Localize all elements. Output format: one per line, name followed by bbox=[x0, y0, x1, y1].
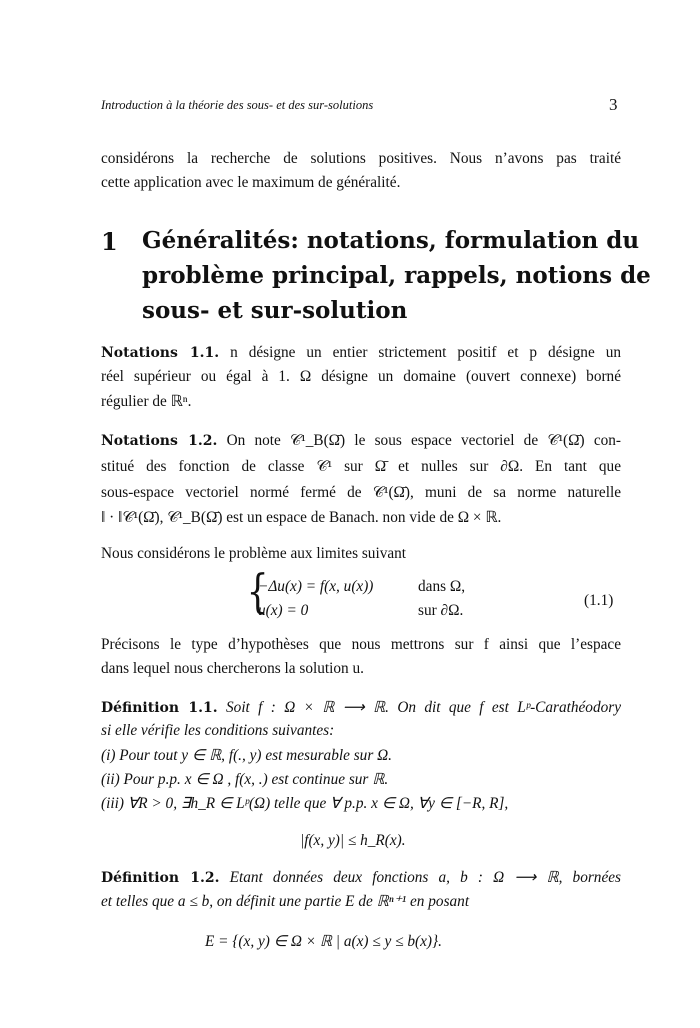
definition-1-1-label: Définition 1.1. bbox=[101, 700, 218, 716]
problem-after-line-2: dans lequel nous chercherons la solution u. bbox=[101, 660, 364, 677]
notations-1-2-label: Notations 1.2. bbox=[101, 433, 218, 449]
definition-1-1-item-ii: (ii) Pour p.p. x ∈ Ω , f(x, .) est continue sur ℝ. bbox=[101, 771, 389, 788]
intro-line-2: cette application avec le maximum de généralité. bbox=[101, 174, 401, 191]
definition-1-1-item-iii: (iii) ∀R > 0, ∃h_R ∈ Lᵖ(Ω) telle que ∀ p.p. x ∈ Ω, ∀y ∈ [−R, R], bbox=[101, 795, 509, 812]
equation-line-2-rhs: sur ∂Ω. bbox=[418, 602, 464, 619]
equation-label: (1.1) bbox=[584, 592, 614, 609]
intro-line-1: considérons la recherche de solutions positives. Nous n’avons pas traité bbox=[101, 150, 621, 167]
equation-line-1-lhs: −Δu(x) = f(x, u(x)) bbox=[258, 578, 374, 595]
definition-1-1-item-i: (i) Pour tout y ∈ ℝ, f(., y) est mesurable sur Ω. bbox=[101, 747, 392, 764]
definition-1-2-line-2: et telles que a ≤ b, on définit une partie E de ℝⁿ⁺¹ en posant bbox=[101, 893, 470, 910]
system-brace: { bbox=[246, 564, 269, 618]
definition-1-1-text-1: Soit f : Ω × ℝ ⟶ ℝ. On dit que f est Lᵖ-Carathéodory bbox=[226, 699, 621, 716]
notations-1-2-line-3: sous-espace vectoriel normé fermé de 𝒞¹(Ω̄), muni de sa norme naturelle bbox=[101, 484, 621, 501]
notations-1-1-line-1 bbox=[101, 344, 621, 362]
notations-1-1-text-1: n désigne un entier strictement positif et p désigne un bbox=[230, 344, 621, 361]
definition-1-2-line-1 bbox=[101, 868, 621, 887]
problem-after-line-1: Précisons le type d’hypothèses que nous mettrons sur f ainsi que l’espace bbox=[101, 636, 621, 653]
definition-1-2-label: Définition 1.2. bbox=[101, 870, 220, 886]
notations-1-1-label: Notations 1.1. bbox=[101, 345, 220, 361]
definition-1-1-line-1 bbox=[101, 698, 621, 717]
equation-line-1-rhs: dans Ω, bbox=[418, 578, 466, 595]
section-title-line-2: problème principal, rappels, notions de bbox=[142, 262, 651, 289]
notations-1-2-text-1: On note 𝒞¹_B(Ω̄) le sous espace vectoriel de 𝒞¹(Ω̄) con- bbox=[226, 432, 621, 449]
notations-1-1-line-3: régulier de ℝⁿ. bbox=[101, 393, 192, 410]
notations-1-2-line-2: stitué des fonction de classe 𝒞¹ sur Ω̄ et nulles sur ∂Ω. En tant que bbox=[101, 458, 621, 475]
notations-1-2-line-4: ‖ · ‖𝒞¹(Ω̄), 𝒞¹_B(Ω̄) est un espace de Banach. non vide de Ω × ℝ. bbox=[101, 509, 502, 526]
problem-intro: Nous considérons le problème aux limites suivant bbox=[101, 545, 407, 562]
section-title-line-1: Généralités: notations, formulation du bbox=[142, 227, 640, 254]
definition-1-1-formula: |f(x, y)| ≤ h_R(x). bbox=[300, 832, 406, 849]
running-header: Introduction à la théorie des sous- et des sur-solutions bbox=[101, 98, 374, 112]
notations-1-2-line-1 bbox=[101, 432, 621, 450]
definition-1-1-line-2: si elle vérifie les conditions suivantes: bbox=[101, 722, 335, 739]
notations-1-1-line-2: réel supérieur ou égal à 1. Ω désigne un domaine (ouvert connexe) borné bbox=[101, 368, 621, 385]
section-number: 1 bbox=[101, 227, 118, 256]
equation-line-2-lhs: u(x) = 0 bbox=[258, 602, 309, 619]
definition-1-2-formula: E = {(x, y) ∈ Ω × ℝ | a(x) ≤ y ≤ b(x)}. bbox=[205, 933, 442, 950]
definition-1-2-text-1: Etant données deux fonctions a, b : Ω ⟶ ℝ, bornées bbox=[229, 869, 621, 886]
page-number: 3 bbox=[609, 95, 618, 114]
section-title-line-3: sous- et sur-solution bbox=[142, 297, 408, 324]
